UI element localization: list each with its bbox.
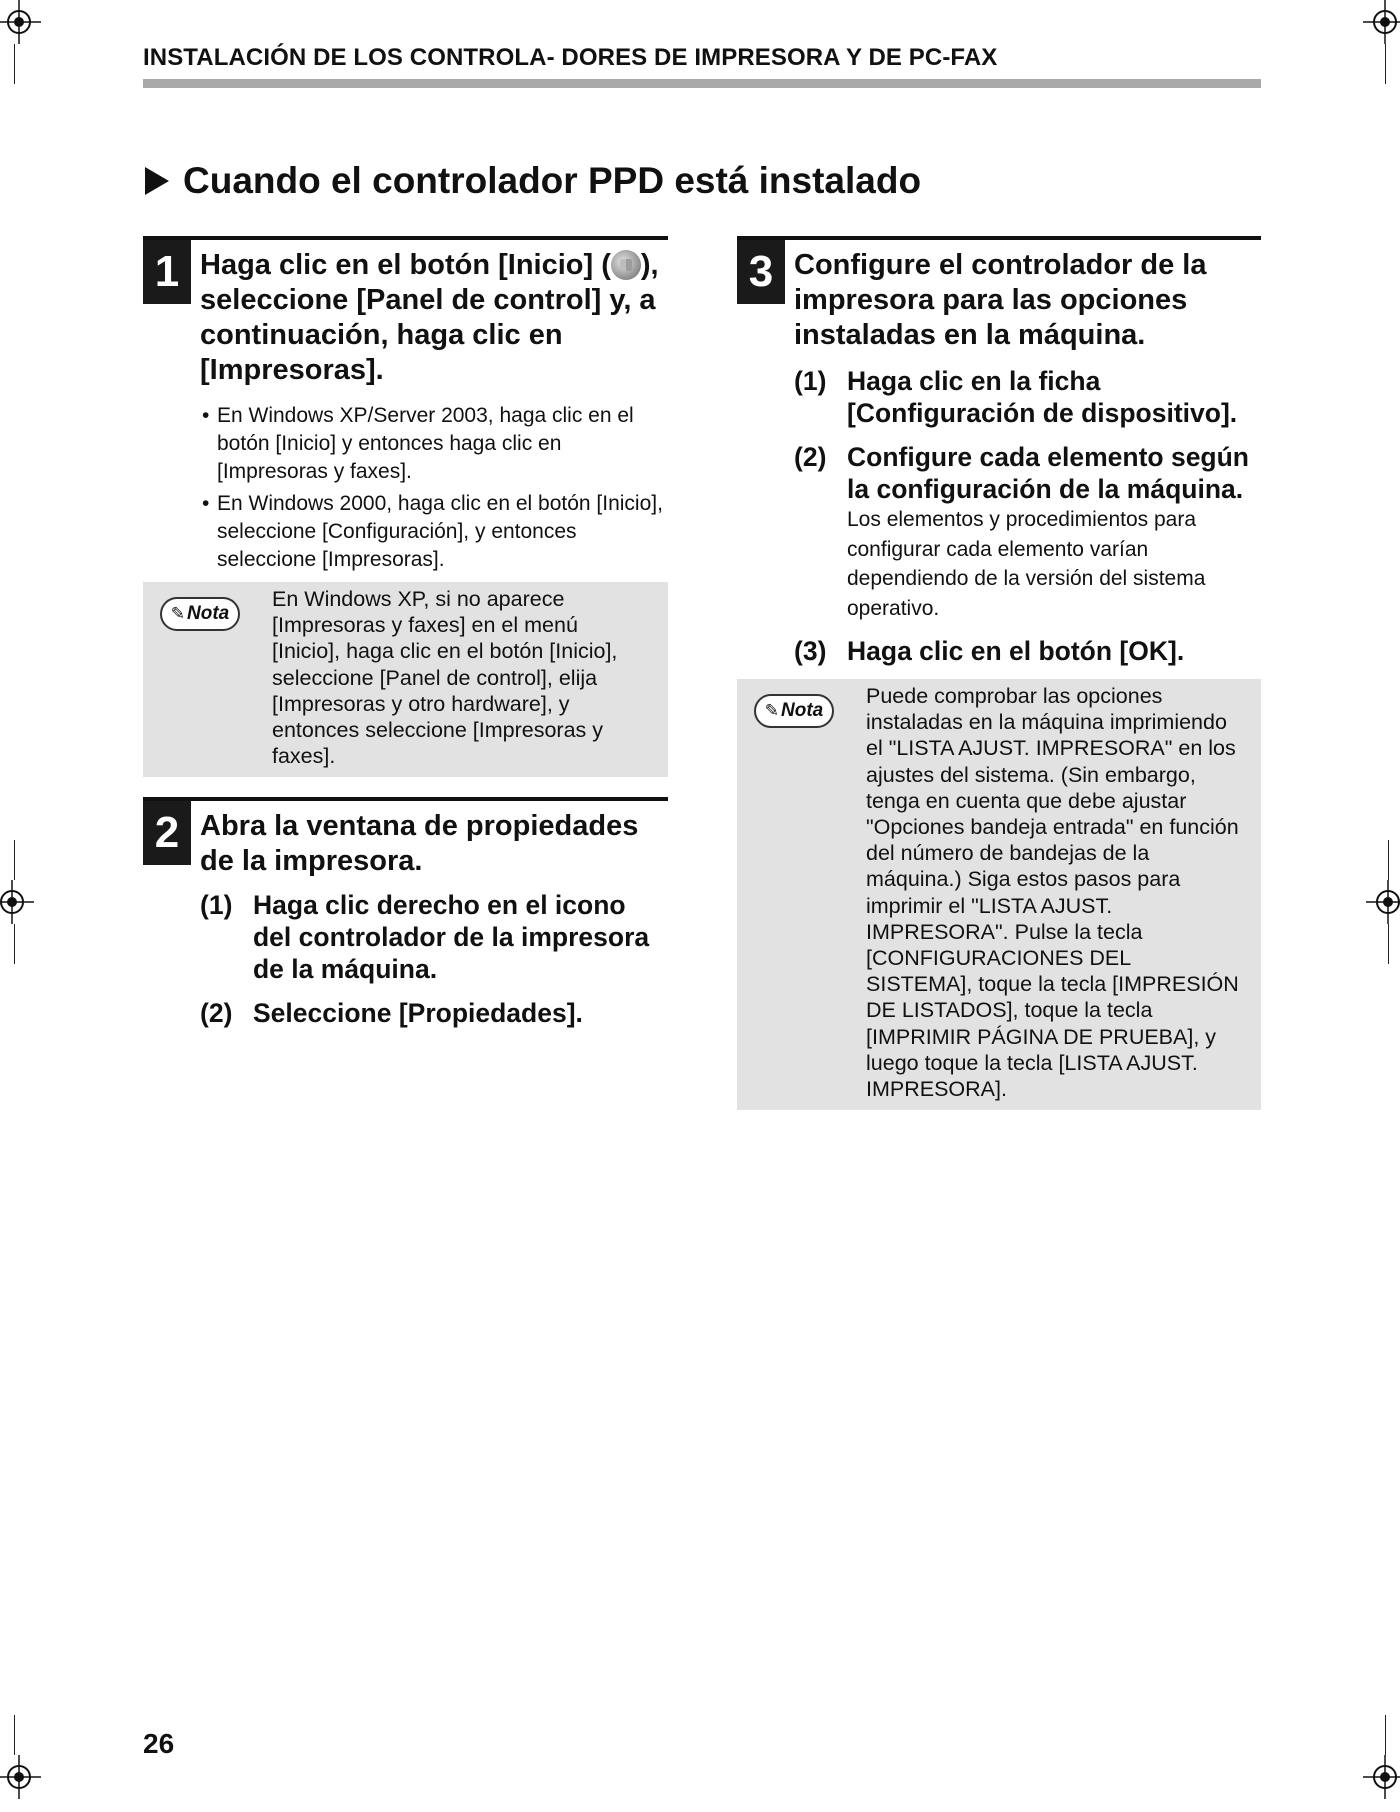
step-title <box>200 240 668 388</box>
substep-number: (2) <box>200 998 233 1029</box>
registration-mark-icon <box>1366 880 1400 924</box>
crop-line <box>14 924 15 964</box>
running-header: INSTALACIÓN DE LOS CONTROLA- DORES DE IMPRESORA Y DE PC-FAX <box>143 44 998 71</box>
note-text: Puede comprobar las opciones instaladas en la máquina imprimiendo el "LISTA AJUST. IMPRESORA" en los ajustes del sistema. (Sin embargo, tenga en cuenta que debe ajustar "Opciones bandeja entrada" en función del número de bandejas de la máquina.) Siga estos pasos para imprimir el "LISTA AJUST. IMPRESORA". Pulse la tecla [CONFIGURACIONES DEL SISTEMA], toque la tecla [IMPRESIÓN DE LISTADOS], toque la tecla [IMPRIMIR PÁGINA DE PRUEBA], y luego toque la tecla [LISTA AJUST. IMPRESORA]. <box>866 684 1239 1102</box>
substep-title: Haga clic derecho en el icono del controlador de la impresora de la máquina. <box>253 890 650 985</box>
pencil-icon: ✎ <box>764 700 779 720</box>
crop-line <box>1388 924 1389 964</box>
step-title-text: Haga clic en el botón [Inicio] ( <box>200 249 611 281</box>
pencil-icon: ✎ <box>170 603 185 623</box>
step-3 <box>737 236 1261 667</box>
substep-number: (1) <box>200 890 233 921</box>
substep-number: (1) <box>794 366 827 396</box>
crop-line <box>1388 840 1389 880</box>
right-column <box>737 236 1261 1110</box>
substep-title: Seleccione [Propiedades]. <box>253 998 583 1029</box>
bullet-list <box>143 402 668 574</box>
section-title <box>145 160 921 202</box>
substep-title: Configure cada elemento según la configuración de la máquina. <box>847 442 1249 504</box>
crop-line <box>14 840 15 880</box>
step-title: Abra la ventana de propiedades de la impresora. <box>200 810 639 878</box>
crop-line <box>1385 1715 1386 1755</box>
header-rule <box>143 79 1261 88</box>
left-column <box>143 236 668 1041</box>
registration-mark-icon <box>1363 1755 1400 1799</box>
note-text: En Windows XP, si no aparece [Impresoras y faxes] en el menú [Inicio], haga clic en el botón [Inicio], seleccione [Panel de control], elija [Impresoras y otro hardware], y entonces seleccione [Impresoras y faxes]. <box>272 587 618 769</box>
substep-title: Haga clic en el botón [OK]. <box>847 636 1185 666</box>
registration-mark-icon <box>0 0 41 44</box>
list-item: • En Windows XP/Server 2003, haga clic en el botón [Inicio] y entonces haga clic en [Impresoras y faxes]. <box>200 402 668 486</box>
substep-number: (3) <box>794 636 827 666</box>
crop-line <box>1385 44 1386 84</box>
note-box <box>143 582 668 777</box>
registration-mark-icon <box>0 880 34 924</box>
step-title: Configure el controlador de la impresora para las opciones instaladas en la máquina. <box>794 249 1207 351</box>
substep <box>794 635 1261 667</box>
triangle-bullet-icon <box>145 167 169 195</box>
step-title-text: ), seleccione [Panel de control] y, a continuación, haga clic en [Impresoras]. <box>200 249 659 386</box>
start-button-icon <box>611 250 641 280</box>
substep-description: Los elementos y procedimientos para configurar cada elemento varían dependiendo de la versión del sistema operativo. <box>847 508 1206 620</box>
crop-line <box>14 44 15 84</box>
registration-mark-icon <box>1363 0 1400 44</box>
step-number: 3 <box>737 240 785 304</box>
crop-line <box>14 1715 15 1755</box>
note-box <box>737 679 1261 1110</box>
page-number: 26 <box>143 1728 175 1759</box>
substep <box>794 441 1261 623</box>
step-number: 2 <box>143 801 191 865</box>
substep <box>200 997 668 1029</box>
step-number: 1 <box>143 240 191 304</box>
substep-list <box>200 889 668 1029</box>
step-1 <box>143 236 668 574</box>
list-item: • En Windows 2000, haga clic en el botón [Inicio], seleccione [Configuración], y entonces seleccione [Impresoras]. <box>200 490 668 574</box>
note-badge: ✎ Nota <box>754 694 834 728</box>
substep <box>794 365 1261 429</box>
note-badge: ✎ Nota <box>160 597 240 631</box>
substep-number: (2) <box>794 442 827 472</box>
step-2 <box>143 797 668 1029</box>
section-title-text: Cuando el controlador PPD está instalado <box>183 160 922 201</box>
substep-title: Haga clic en la ficha [Configuración de dispositivo]. <box>847 366 1238 428</box>
substep-list <box>794 365 1261 667</box>
registration-mark-icon <box>0 1755 41 1799</box>
substep <box>200 889 668 985</box>
